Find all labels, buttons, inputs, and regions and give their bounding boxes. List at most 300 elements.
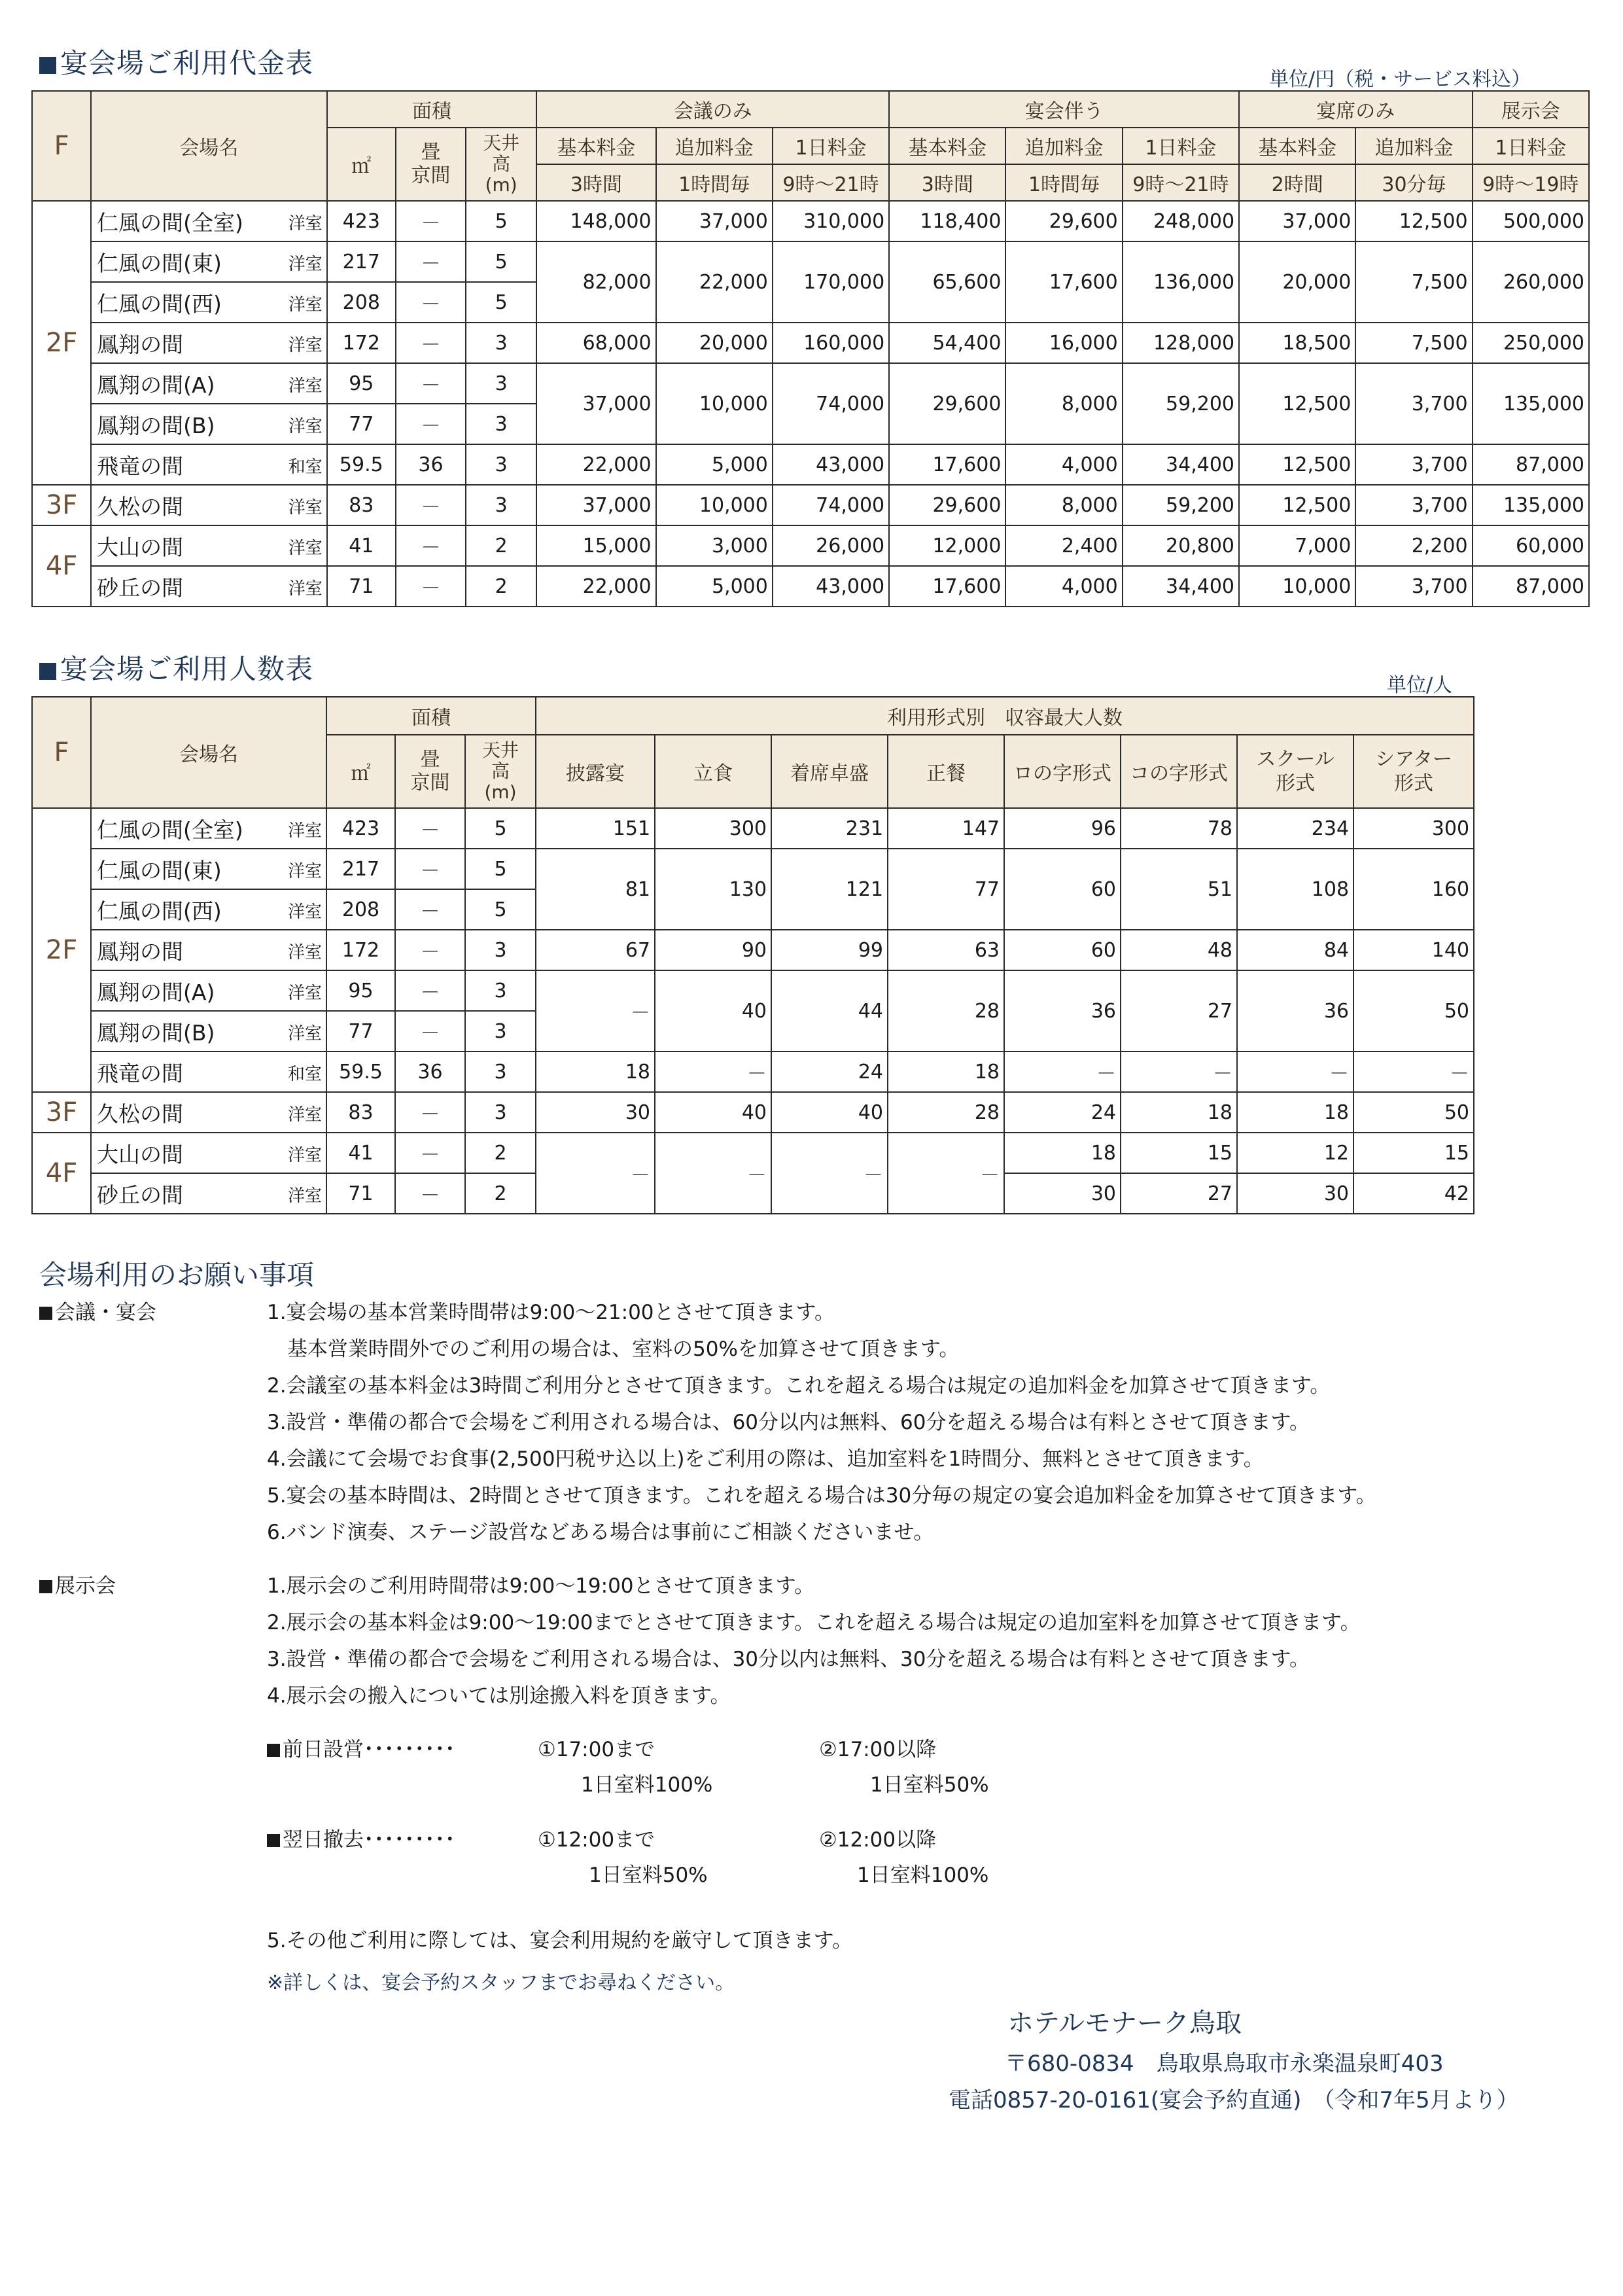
- capacity-cell: 160: [1353, 849, 1474, 930]
- price-cell: 128,000: [1123, 323, 1239, 363]
- venue-name: 洋室 鳳翔の間(B): [91, 1011, 326, 1051]
- price-cell: 8,000: [1005, 363, 1122, 444]
- venue-name: 洋室 仁風の間(西): [91, 889, 326, 930]
- capacity-cell: 50: [1353, 970, 1474, 1051]
- ceiling-height: 2: [465, 1173, 536, 1214]
- price-cell: 3,700: [1355, 444, 1472, 485]
- price-cell: 500,000: [1473, 201, 1589, 241]
- room-type: 洋室: [287, 821, 322, 841]
- area-m2: 208: [326, 889, 395, 930]
- capacity-cell: 48: [1121, 930, 1237, 970]
- venue-name: 洋室 鳳翔の間: [91, 323, 327, 363]
- capacity-cell: 90: [655, 930, 771, 970]
- price-cell: 2,400: [1005, 525, 1122, 566]
- hotel-address: 〒680-0834 鳥取県鳥取市永楽温泉町403: [1005, 2051, 1444, 2077]
- square-bullet-icon: [39, 57, 56, 74]
- price-cell: 34,400: [1123, 566, 1239, 607]
- price-cell: 37,000: [536, 363, 655, 444]
- header-seated-platter: 着席卓盛: [771, 735, 888, 808]
- ceiling-height: 3: [466, 323, 536, 363]
- table-row: [32, 970, 1474, 1011]
- venue-name: 洋室 久松の間: [91, 485, 327, 525]
- ceiling-height: 5: [465, 889, 536, 930]
- header-9-19: 9時～19時: [1473, 164, 1589, 201]
- square-bullet-icon: [267, 1834, 280, 1847]
- area-m2: 77: [326, 1011, 395, 1051]
- setup-option-a: ①17:00まで: [538, 1738, 655, 1761]
- area-m2: 83: [327, 485, 396, 525]
- venue-name: 洋室 鳳翔の間(A): [91, 363, 327, 404]
- tatami: －: [396, 566, 466, 607]
- area-m2: 95: [326, 970, 395, 1011]
- price-cell: 29,600: [1005, 201, 1122, 241]
- table-row: [32, 525, 1589, 566]
- area-m2: 423: [326, 808, 395, 849]
- price-cell: 17,600: [889, 566, 1005, 607]
- capacity-cell: 99: [771, 930, 888, 970]
- venue-name: 洋室 仁風の間(全室): [91, 201, 327, 241]
- price-cell: 20,800: [1123, 525, 1239, 566]
- capacity-cell: 18: [1121, 1092, 1237, 1133]
- price-cell: 135,000: [1473, 363, 1589, 444]
- capacity-cell: 27: [1121, 970, 1237, 1051]
- header-area: 面積: [326, 697, 536, 735]
- room-type: 洋室: [288, 294, 323, 315]
- header-exhibition: 展示会: [1473, 91, 1589, 128]
- header-9-21: 9時～21時: [773, 164, 889, 201]
- ceiling-height: 5: [465, 849, 536, 889]
- capacity-cell: 50: [1353, 1092, 1474, 1133]
- price-cell: 170,000: [773, 241, 889, 323]
- header-day-fee: 1日料金: [1123, 128, 1239, 164]
- header-wedding-reception: 披露宴: [536, 735, 655, 808]
- tatami: 36: [396, 444, 466, 485]
- tatami: －: [396, 323, 466, 363]
- header-capacity: 利用形式別 収容最大人数: [536, 697, 1474, 735]
- price-cell: 22,000: [536, 444, 655, 485]
- tatami: －: [395, 1173, 465, 1214]
- capacity-cell: －: [536, 970, 655, 1051]
- ceiling-height: 3: [466, 363, 536, 404]
- tatami: －: [395, 1011, 465, 1051]
- capacity-cell: 121: [771, 849, 888, 930]
- area-m2: 41: [326, 1133, 395, 1173]
- price-cell: 5,000: [656, 566, 773, 607]
- table-row: [32, 241, 1589, 282]
- capacity-cell: 15: [1353, 1133, 1474, 1173]
- price-table: [31, 90, 1590, 607]
- price-cell: 22,000: [536, 566, 655, 607]
- tatami: －: [395, 1092, 465, 1133]
- header-m2: ㎡: [326, 735, 395, 808]
- notes-title: 会場利用のお願い事項: [39, 1259, 315, 1291]
- price-cell: 87,000: [1473, 444, 1589, 485]
- capacity-cell: －: [1121, 1051, 1237, 1092]
- capacity-cell: 78: [1121, 808, 1237, 849]
- capacity-unit-note: 単位/人: [1387, 674, 1453, 697]
- price-cell: 68,000: [536, 323, 655, 363]
- header-floor: F: [32, 697, 91, 808]
- price-cell: 248,000: [1123, 201, 1239, 241]
- table-row: [32, 849, 1474, 889]
- capacity-cell: 36: [1237, 970, 1353, 1051]
- area-m2: 83: [326, 1092, 395, 1133]
- tatami: －: [395, 1133, 465, 1173]
- capacity-cell: 60: [1004, 930, 1121, 970]
- hotel-name: ホテルモナーク鳥取: [1007, 2008, 1242, 2038]
- header-m2: ㎡: [327, 128, 396, 201]
- price-cell: 22,000: [656, 241, 773, 323]
- tatami: －: [395, 849, 465, 889]
- tatami: －: [395, 970, 465, 1011]
- removal-option-a: ①12:00まで: [538, 1828, 655, 1852]
- venue-name: 洋室 砂丘の間: [91, 1173, 326, 1214]
- ceiling-height: 3: [465, 1011, 536, 1051]
- price-cell: 20,000: [1239, 241, 1355, 323]
- price-cell: 7,500: [1355, 241, 1472, 323]
- capacity-cell: 42: [1353, 1173, 1474, 1214]
- room-type: 洋室: [288, 213, 323, 234]
- price-cell: 3,000: [656, 525, 773, 566]
- header-area: 面積: [327, 91, 537, 128]
- header-per-hour: 1時間毎: [1005, 164, 1122, 201]
- room-type: 和室: [287, 1064, 322, 1084]
- ceiling-height: 5: [465, 808, 536, 849]
- capacity-table-title: 宴会場ご利用人数表: [39, 648, 313, 687]
- header-9-21: 9時～21時: [1123, 164, 1239, 201]
- price-cell: 37,000: [656, 201, 773, 241]
- venue-name: 和室 飛竜の間: [91, 1051, 326, 1092]
- price-cell: 18,500: [1239, 323, 1355, 363]
- price-cell: 3,700: [1355, 566, 1472, 607]
- room-type: 洋室: [288, 497, 323, 518]
- area-m2: 59.5: [326, 1051, 395, 1092]
- header-ceiling: 天井 高 (m): [466, 128, 536, 201]
- room-type: 洋室: [287, 1145, 322, 1165]
- ceiling-height: 2: [465, 1133, 536, 1173]
- hotel-phone: 電話0857-20-0161(宴会予約直通) （令和7年5月より）: [949, 2087, 1519, 2113]
- tatami: －: [396, 201, 466, 241]
- floor-cell: 2F: [32, 201, 91, 485]
- meeting-rule: 4.会議にて会場でお食事(2,500円税サ込以上)をご利用の際は、追加室料を1時間分、無料とさせて頂きます。: [267, 1447, 1264, 1471]
- room-type: 洋室: [287, 942, 322, 963]
- room-type: 洋室: [288, 538, 323, 558]
- area-m2: 208: [327, 282, 396, 323]
- tatami: －: [396, 282, 466, 323]
- table-row: [32, 566, 1589, 607]
- area-m2: 172: [327, 323, 396, 363]
- header-venue-name: 会場名: [91, 91, 327, 201]
- room-type: 洋室: [288, 335, 323, 355]
- area-m2: 77: [327, 404, 396, 444]
- header-standing-buffet: 立食: [655, 735, 771, 808]
- area-m2: 217: [327, 241, 396, 282]
- tatami: 36: [395, 1051, 465, 1092]
- exhibition-rule: 4.展示会の搬入については別途搬入料を頂きます。: [267, 1684, 731, 1708]
- header-day-fee: 1日料金: [1473, 128, 1589, 164]
- price-cell: 135,000: [1473, 485, 1589, 525]
- meeting-rule: 1.宴会場の基本営業時間帯は9:00～21:00とさせて頂きます。: [267, 1301, 835, 1324]
- price-cell: 82,000: [536, 241, 655, 323]
- price-cell: 5,000: [656, 444, 773, 485]
- price-cell: 87,000: [1473, 566, 1589, 607]
- floor-cell: 4F: [32, 525, 91, 607]
- table-row: [32, 1092, 1474, 1133]
- area-m2: 217: [326, 849, 395, 889]
- meeting-category: 会議・宴会: [39, 1296, 156, 1325]
- price-cell: 60,000: [1473, 525, 1589, 566]
- setup-option-b: ②17:00以降: [819, 1738, 937, 1761]
- price-cell: 34,400: [1123, 444, 1239, 485]
- capacity-cell: 84: [1237, 930, 1353, 970]
- capacity-cell: 151: [536, 808, 655, 849]
- header-per-hour: 1時間毎: [656, 164, 773, 201]
- header-venue-name: 会場名: [91, 697, 326, 808]
- tatami: －: [396, 525, 466, 566]
- capacity-cell: 67: [536, 930, 655, 970]
- price-cell: 17,600: [889, 444, 1005, 485]
- header-u-shape: コの字形式: [1121, 735, 1237, 808]
- header-ceiling: 天井 高 (m): [465, 735, 536, 808]
- header-day-fee: 1日料金: [773, 128, 889, 164]
- contact-note: ※詳しくは、宴会予約スタッフまでお尋ねください。: [267, 1971, 735, 1994]
- price-cell: 310,000: [773, 201, 889, 241]
- removal-label: 翌日撤去･････････: [267, 1823, 455, 1852]
- exhibition-rule: 3.設営・準備の都合で会場をご利用される場合は、30分以内は無料、30分を超える場合は有料とさせて頂きます。: [267, 1648, 1310, 1671]
- header-base-fee: 基本料金: [1239, 128, 1355, 164]
- price-cell: 10,000: [656, 485, 773, 525]
- price-cell: 65,600: [889, 241, 1005, 323]
- header-meeting-only: 会議のみ: [536, 91, 889, 128]
- capacity-cell: －: [771, 1133, 888, 1214]
- price-cell: 148,000: [536, 201, 655, 241]
- room-type: 洋室: [288, 416, 323, 436]
- capacity-cell: 147: [888, 808, 1004, 849]
- price-cell: 7,000: [1239, 525, 1355, 566]
- square-bullet-icon: [267, 1744, 280, 1757]
- square-bullet-icon: [39, 1580, 52, 1593]
- square-bullet-icon: [39, 1307, 52, 1320]
- ceiling-height: 5: [466, 201, 536, 241]
- capacity-cell: 30: [536, 1092, 655, 1133]
- capacity-cell: －: [536, 1133, 655, 1214]
- table-row: [32, 485, 1589, 525]
- capacity-cell: 15: [1121, 1133, 1237, 1173]
- meeting-rule: 2.会議室の基本料金は3時間ご利用分とさせて頂きます。これを超える場合は規定の追加料金を加算させて頂きます。: [267, 1374, 1331, 1398]
- exhibition-rule: 2.展示会の基本料金は9:00～19:00までとさせて頂きます。これを超える場合は規定の追加室料を加算させて頂きます。: [267, 1611, 1361, 1634]
- price-cell: 37,000: [1239, 201, 1355, 241]
- header-2hours: 2時間: [1239, 164, 1355, 201]
- capacity-cell: 63: [888, 930, 1004, 970]
- price-cell: 136,000: [1123, 241, 1239, 323]
- ceiling-height: 5: [466, 282, 536, 323]
- price-cell: 10,000: [656, 363, 773, 444]
- price-cell: 160,000: [773, 323, 889, 363]
- area-m2: 95: [327, 363, 396, 404]
- venue-name: 洋室 大山の間: [91, 1133, 326, 1173]
- tatami: －: [395, 889, 465, 930]
- header-tatami: 畳 京間: [396, 128, 466, 201]
- meeting-rule: 5.宴会の基本時間は、2時間とさせて頂きます。これを超える場合は30分毎の規定の宴会追加料金を加算させて頂きます。: [267, 1484, 1376, 1508]
- capacity-cell: 18: [1237, 1092, 1353, 1133]
- price-cell: 3,700: [1355, 485, 1472, 525]
- removal-option-b: ②12:00以降: [819, 1828, 937, 1852]
- table-row: [32, 808, 1474, 849]
- floor-cell: 2F: [32, 808, 91, 1092]
- tatami: －: [396, 363, 466, 404]
- capacity-cell: 44: [771, 970, 888, 1051]
- ceiling-height: 3: [465, 1092, 536, 1133]
- room-type: 洋室: [287, 1186, 322, 1206]
- price-cell: 4,000: [1005, 444, 1122, 485]
- setup-label: 前日設営･････････: [267, 1733, 455, 1762]
- floor-cell: 3F: [32, 1092, 91, 1133]
- table-row: [32, 201, 1589, 241]
- table-row: [32, 1051, 1474, 1092]
- price-cell: 7,500: [1355, 323, 1472, 363]
- tatami: －: [396, 404, 466, 444]
- exhibition-category: 展示会: [39, 1569, 116, 1598]
- price-cell: 54,400: [889, 323, 1005, 363]
- capacity-cell: 24: [1004, 1092, 1121, 1133]
- floor-cell: 3F: [32, 485, 91, 525]
- room-type: 洋室: [287, 861, 322, 881]
- capacity-cell: 18: [1004, 1133, 1121, 1173]
- price-cell: 16,000: [1005, 323, 1122, 363]
- price-cell: 43,000: [773, 566, 889, 607]
- capacity-cell: 27: [1121, 1173, 1237, 1214]
- ceiling-height: 3: [466, 404, 536, 444]
- header-base-fee: 基本料金: [889, 128, 1005, 164]
- capacity-cell: 24: [771, 1051, 888, 1092]
- price-cell: 4,000: [1005, 566, 1122, 607]
- capacity-cell: 108: [1237, 849, 1353, 930]
- header-3hours: 3時間: [889, 164, 1005, 201]
- price-cell: 26,000: [773, 525, 889, 566]
- table-row: [32, 1133, 1474, 1173]
- price-cell: 2,200: [1355, 525, 1472, 566]
- venue-name: 和室 飛竜の間: [91, 444, 327, 485]
- tatami: －: [395, 930, 465, 970]
- tatami: －: [395, 808, 465, 849]
- price-cell: 260,000: [1473, 241, 1589, 323]
- venue-name: 洋室 仁風の間(東): [91, 849, 326, 889]
- header-theater-style: シアター 形式: [1353, 735, 1474, 808]
- venue-name: 洋室 砂丘の間: [91, 566, 327, 607]
- header-hollow-square: ロの字形式: [1004, 735, 1121, 808]
- ceiling-height: 2: [466, 525, 536, 566]
- room-type: 洋室: [287, 902, 322, 922]
- room-type: 洋室: [287, 1104, 322, 1125]
- capacity-cell: 231: [771, 808, 888, 849]
- square-bullet-icon: [39, 663, 56, 680]
- area-m2: 423: [327, 201, 396, 241]
- header-base-fee: 基本料金: [536, 128, 655, 164]
- meeting-rule: 3.設営・準備の都合で会場をご利用される場合は、60分以内は無料、60分を超える場合は有料とさせて頂きます。: [267, 1411, 1310, 1434]
- ceiling-height: 3: [465, 1051, 536, 1092]
- area-m2: 71: [326, 1173, 395, 1214]
- venue-name: 洋室 鳳翔の間(B): [91, 404, 327, 444]
- ceiling-height: 3: [466, 485, 536, 525]
- venue-name: 洋室 鳳翔の間: [91, 930, 326, 970]
- capacity-cell: 40: [771, 1092, 888, 1133]
- capacity-cell: 60: [1004, 849, 1121, 930]
- room-type: 洋室: [287, 1023, 322, 1044]
- area-m2: 172: [326, 930, 395, 970]
- price-cell: 74,000: [773, 485, 889, 525]
- table-row: [32, 323, 1589, 363]
- price-cell: 59,200: [1123, 363, 1239, 444]
- exhibition-rule: 1.展示会のご利用時間帯は9:00～19:00とさせて頂きます。: [267, 1574, 815, 1598]
- capacity-cell: 12: [1237, 1133, 1353, 1173]
- ceiling-height: 3: [466, 444, 536, 485]
- venue-name: 洋室 鳳翔の間(A): [91, 970, 326, 1011]
- price-cell: 37,000: [536, 485, 655, 525]
- capacity-cell: 96: [1004, 808, 1121, 849]
- table-row: [32, 930, 1474, 970]
- header-3hours: 3時間: [536, 164, 655, 201]
- ceiling-height: 5: [466, 241, 536, 282]
- capacity-cell: 40: [655, 1092, 771, 1133]
- venue-name: 洋室 大山の間: [91, 525, 327, 566]
- capacity-cell: 140: [1353, 930, 1474, 970]
- capacity-cell: 18: [888, 1051, 1004, 1092]
- table-row: [32, 444, 1589, 485]
- price-cell: 29,600: [889, 485, 1005, 525]
- room-type: 洋室: [288, 578, 323, 599]
- price-cell: 3,700: [1355, 363, 1472, 444]
- price-cell: 12,500: [1239, 444, 1355, 485]
- area-m2: 41: [327, 525, 396, 566]
- price-table-title: 宴会場ご利用代金表: [39, 42, 313, 81]
- capacity-cell: 28: [888, 1092, 1004, 1133]
- capacity-cell: －: [888, 1133, 1004, 1214]
- room-type: 洋室: [288, 376, 323, 396]
- meeting-rule: 6.バンド演奏、ステージ設営などある場合は事前にご相談くださいませ。: [267, 1521, 934, 1544]
- capacity-cell: 40: [655, 970, 771, 1051]
- capacity-cell: 18: [536, 1051, 655, 1092]
- price-cell: 59,200: [1123, 485, 1239, 525]
- tatami: －: [396, 241, 466, 282]
- room-type: 洋室: [287, 983, 322, 1003]
- header-extra-fee: 追加料金: [1005, 128, 1122, 164]
- venue-name: 洋室 久松の間: [91, 1092, 326, 1133]
- header-seat-only: 宴席のみ: [1239, 91, 1473, 128]
- capacity-cell: 30: [1004, 1173, 1121, 1214]
- price-cell: 20,000: [656, 323, 773, 363]
- ceiling-height: 3: [465, 970, 536, 1011]
- tatami: －: [396, 485, 466, 525]
- header-tatami: 畳 京間: [395, 735, 465, 808]
- setup-option-b-fee: 1日室料50%: [870, 1773, 989, 1797]
- table-row: [32, 363, 1589, 404]
- price-cell: 29,600: [889, 363, 1005, 444]
- price-cell: 12,000: [889, 525, 1005, 566]
- header-floor: F: [32, 91, 91, 201]
- capacity-cell: 300: [1353, 808, 1474, 849]
- price-cell: 17,600: [1005, 241, 1122, 323]
- price-cell: 10,000: [1239, 566, 1355, 607]
- header-per-30min: 30分毎: [1355, 164, 1472, 201]
- capacity-cell: 28: [888, 970, 1004, 1051]
- capacity-cell: 30: [1237, 1173, 1353, 1214]
- removal-option-a-fee: 1日室料50%: [589, 1863, 708, 1887]
- setup-option-a-fee: 1日室料100%: [581, 1773, 713, 1797]
- header-with-banquet: 宴会伴う: [889, 91, 1239, 128]
- ceiling-height: 3: [465, 930, 536, 970]
- ceiling-height: 2: [466, 566, 536, 607]
- capacity-cell: 300: [655, 808, 771, 849]
